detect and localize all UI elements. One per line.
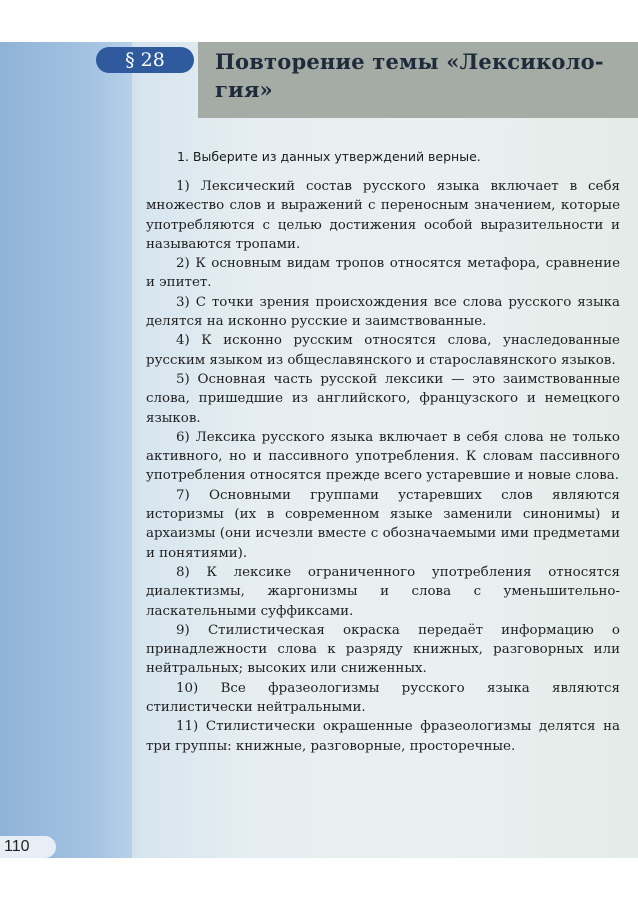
statement-11: 11) Стилистически окрашенные фразеологизмы делятся на три группы: книжные, разговорные, просторечные.: [146, 719, 620, 754]
statements-list: [146, 177, 620, 756]
page-number: 110: [4, 838, 30, 855]
statement-3: 3) С точки зрения происхождения все слова русского языка делятся на исконно русские и заимствованные.: [146, 294, 620, 330]
section-title: Повторение темы «Лексикология»: [215, 49, 604, 102]
statement-7: 7) Основными группами устаревших слов являются историзмы (их в современном языке заменили синонимы) и архаизмы (они исчезли вместе с обозначаемыми ими предметами и понятиями).: [146, 487, 620, 561]
task-heading: 1. Выберите из данных утверждений верные.: [177, 149, 481, 164]
statement-1: 1) Лексический состав русского языка включает в себя множество слов и выражений с переносным значением, которые употребляются с целью достижения особой выразительности и называются тропами.: [146, 179, 620, 252]
statement-4: 4) К исконно русским относятся слова, унаследованные русским языком из общеславянского и старославянского языков.: [146, 333, 620, 368]
statement-10: 10) Все фразеологизмы русского языка являются стилистически нейтральными.: [146, 680, 620, 716]
statement-8: 8) К лексике ограниченного употребления относятся диалектизмы, жаргонизмы и слова с уменьшительно-ласкательными суффиксами.: [146, 564, 620, 619]
section-badge: § 28: [96, 47, 194, 73]
page-margin-strip: [0, 42, 132, 858]
statement-9: 9) Стилистическая окраска передаёт информацию о принадлежности слова к разряду книжных, разговорных или нейтральных; высоких или сниженных.: [146, 622, 620, 677]
statement-5: 5) Основная часть русской лексики — это заимствованные слова, пришедшие из английского, французского и немецкого языков.: [146, 371, 620, 426]
statement-2: 2) К основным видам тропов относятся метафора, сравнение и эпитет.: [146, 256, 620, 291]
statement-6: 6) Лексика русского языка включает в себя слова не только активного, но и пассивного употребления. К словам пассивного употребления относятся прежде всего устаревшие и новые слова.: [146, 429, 620, 484]
